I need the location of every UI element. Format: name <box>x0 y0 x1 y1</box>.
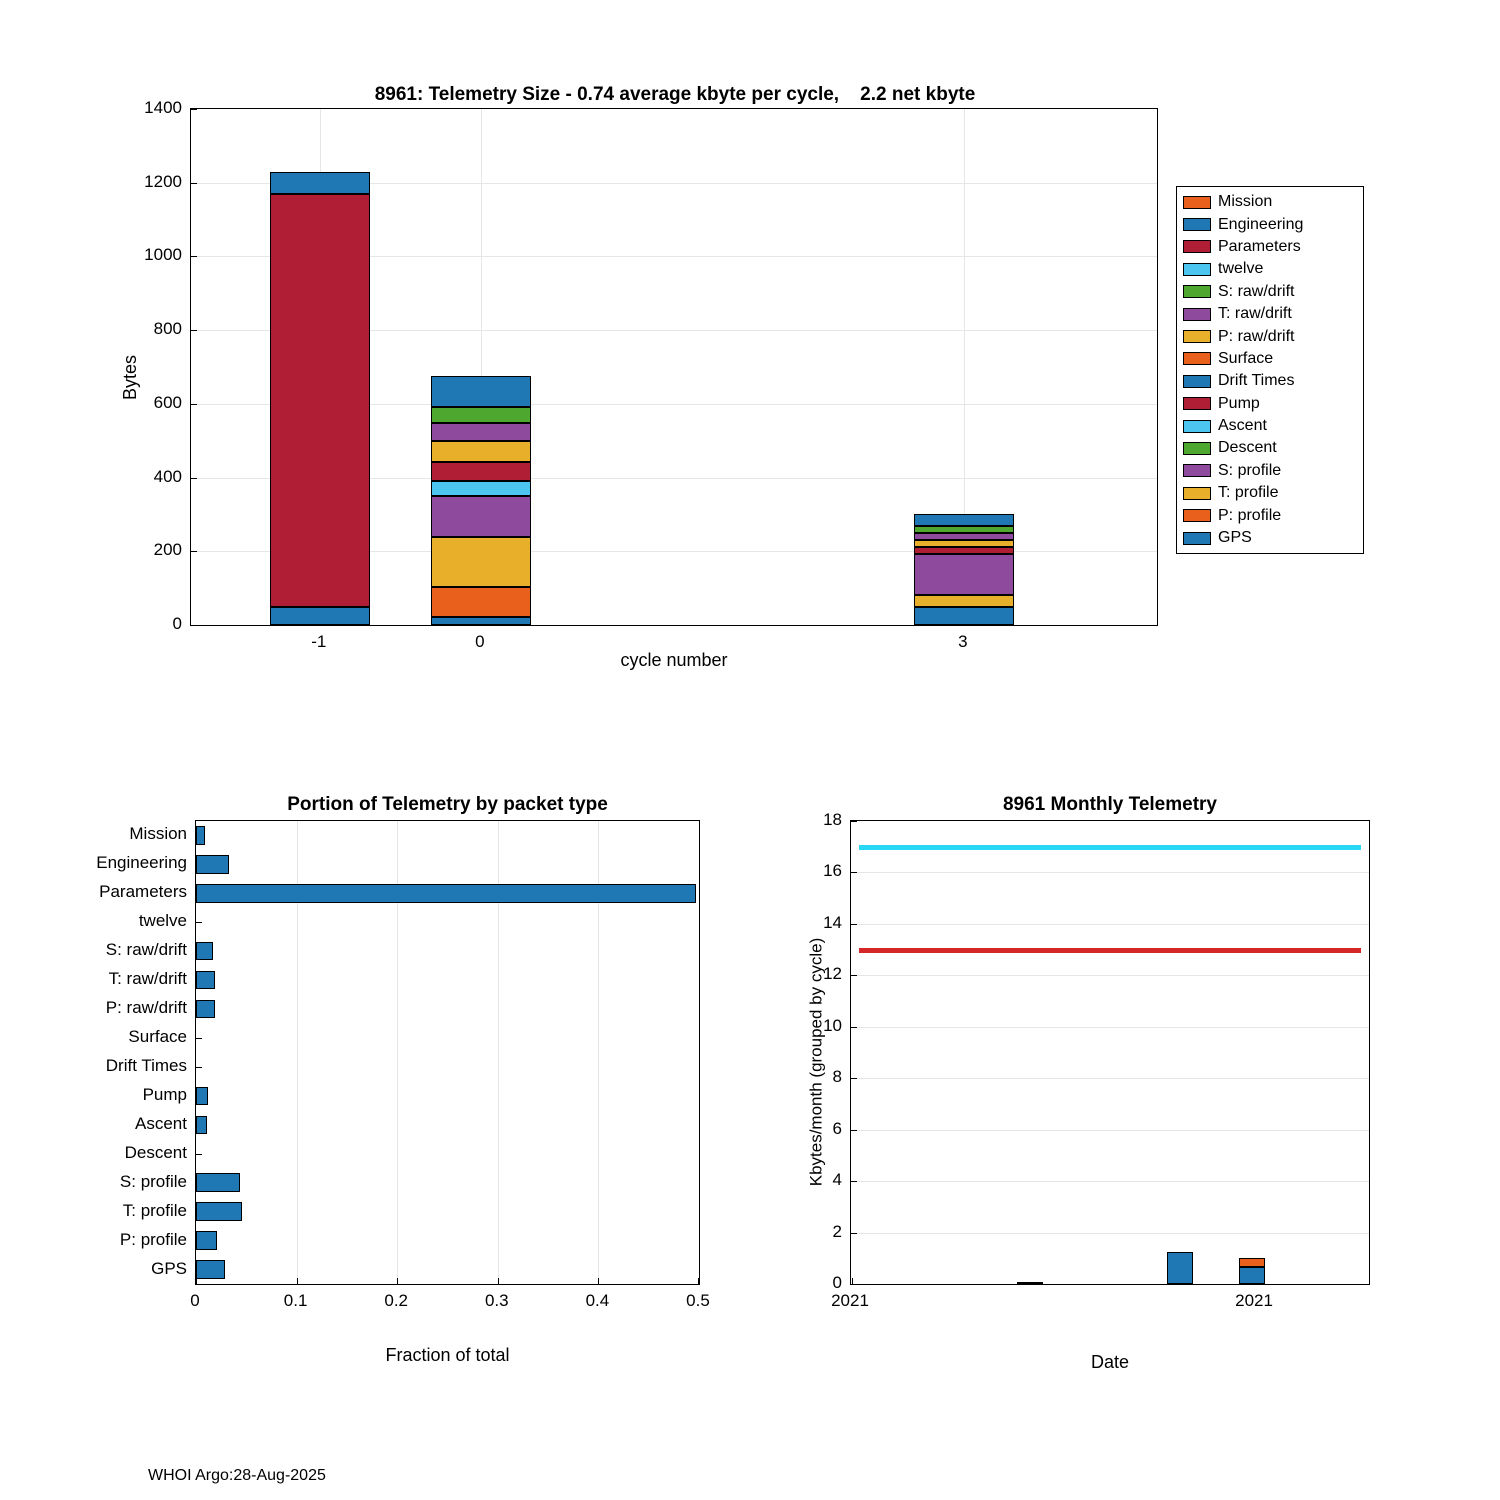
legend-label: S: raw/drift <box>1218 282 1295 300</box>
bar-segment <box>914 607 1014 625</box>
bar-segment <box>914 526 1014 533</box>
y-tick <box>851 1233 857 1234</box>
monthly-bar <box>1239 1258 1265 1284</box>
y-tick <box>191 183 197 184</box>
x-tick <box>698 1278 699 1284</box>
legend-swatch <box>1183 285 1211 298</box>
legend-label: Parameters <box>1218 237 1301 255</box>
portion-by-packet-type-chart <box>0 760 760 1400</box>
gridline <box>851 975 1369 976</box>
gridline <box>851 1130 1369 1131</box>
legend-swatch <box>1183 196 1211 209</box>
y-tick <box>851 872 857 873</box>
x-tick-label: 0.2 <box>384 1291 409 1310</box>
bar-segment <box>270 607 370 625</box>
gridline <box>851 1078 1369 1079</box>
y-tick-label: 200 <box>153 540 182 560</box>
bar-segment <box>431 496 531 537</box>
legend-item <box>1183 460 1357 482</box>
y-tick-label: 0 <box>172 614 182 633</box>
reference-line <box>859 948 1361 953</box>
category-label: S: profile <box>119 1171 187 1191</box>
gridline <box>851 1181 1369 1182</box>
y-tick-label: 1000 <box>144 245 182 265</box>
horizontal-bar <box>196 1202 242 1221</box>
bar-segment <box>431 407 531 423</box>
y-tick <box>851 821 857 822</box>
legend-label: Engineering <box>1218 215 1304 233</box>
legend-swatch <box>1183 509 1211 522</box>
gridline <box>851 872 1369 873</box>
bar-segment <box>270 194 370 608</box>
y-tick-label: 600 <box>153 392 182 412</box>
category-label: GPS <box>151 1258 187 1278</box>
legend-label: P: profile <box>1218 506 1282 524</box>
category-label: Engineering <box>96 853 187 873</box>
bar-segment <box>914 554 1014 595</box>
legend-label: Ascent <box>1218 417 1267 435</box>
x-tick-label: 0.5 <box>686 1291 710 1310</box>
bar-segment <box>1239 1267 1265 1284</box>
category-label: Ascent <box>135 1113 187 1133</box>
bar-segment <box>270 172 370 194</box>
telemetry-size-chart <box>0 0 1500 700</box>
horizontal-bar <box>196 1231 217 1250</box>
legend-item <box>1183 303 1357 325</box>
y-tick-label: 6 <box>832 1118 842 1138</box>
legend-swatch <box>1183 352 1211 365</box>
monthly-bar <box>1017 1282 1043 1284</box>
y-tick-label: 18 <box>823 810 842 829</box>
br-chart-x-axis-label: Date <box>1090 1352 1130 1372</box>
category-label: Mission <box>129 824 187 844</box>
bar-segment <box>431 587 531 617</box>
bar-segment <box>431 423 531 441</box>
gridline <box>851 1027 1369 1028</box>
bar-segment <box>1017 1282 1043 1284</box>
y-tick <box>851 1078 857 1079</box>
y-tick <box>851 1130 857 1131</box>
y-tick-label: 10 <box>823 1015 842 1035</box>
y-tick-label: 16 <box>823 861 842 881</box>
monthly-telemetry-chart <box>760 760 1500 1400</box>
bl-chart-x-axis-label: Fraction of total <box>385 1345 510 1365</box>
bl-chart-title: Portion of Telemetry by packet type <box>287 794 608 815</box>
category-label: P: raw/drift <box>105 998 187 1018</box>
y-tick-label: 800 <box>153 319 182 339</box>
legend-label: Surface <box>1218 349 1274 367</box>
bar-segment <box>914 533 1014 540</box>
y-tick <box>851 1181 857 1182</box>
legend-item <box>1183 258 1357 280</box>
legend-item <box>1183 236 1357 258</box>
y-tick <box>851 1284 857 1285</box>
monthly-bar <box>1167 1252 1193 1284</box>
horizontal-bar <box>196 971 215 990</box>
legend-label: Drift Times <box>1218 372 1295 390</box>
legend-swatch <box>1183 487 1211 500</box>
legend-item <box>1183 325 1357 347</box>
y-tick <box>196 922 202 923</box>
stacked-bar <box>270 172 370 625</box>
bar-segment <box>431 617 531 625</box>
x-tick <box>498 1278 499 1284</box>
horizontal-bar <box>196 1260 225 1279</box>
x-tick-label: 2021 <box>1235 1291 1273 1310</box>
legend-label: T: raw/drift <box>1218 305 1292 323</box>
legend-item <box>1183 437 1357 459</box>
stacked-bar <box>431 376 531 625</box>
top-chart-y-axis-label: Bytes <box>120 354 141 401</box>
legend-swatch <box>1183 464 1211 477</box>
y-tick-label: 14 <box>823 912 842 932</box>
category-label: Surface <box>128 1027 187 1047</box>
x-tick <box>397 1278 398 1284</box>
legend-item <box>1183 415 1357 437</box>
footer-credit: WHOI Argo:28-Aug-2025 <box>148 1467 326 1484</box>
horizontal-bar <box>196 826 205 845</box>
category-label: twelve <box>138 911 187 931</box>
x-tick <box>598 1278 599 1284</box>
bar-segment <box>431 376 531 407</box>
y-tick <box>851 1027 857 1028</box>
bar-segment <box>431 481 531 496</box>
top-chart-plot-area <box>190 108 1158 626</box>
x-tick <box>196 1278 197 1284</box>
bar-segment <box>1239 1258 1265 1267</box>
legend-label: T: profile <box>1218 484 1279 502</box>
y-tick-label: 1400 <box>144 98 182 117</box>
x-tick-label: 3 <box>958 632 968 651</box>
y-tick-label: 4 <box>832 1170 842 1190</box>
y-tick <box>196 1154 202 1155</box>
legend-item <box>1183 348 1357 370</box>
y-tick <box>191 625 197 626</box>
br-chart-plot-area <box>850 820 1370 1285</box>
category-label: S: raw/drift <box>105 940 187 960</box>
y-tick-label: 2 <box>832 1221 842 1241</box>
bar-segment <box>431 462 531 480</box>
category-label: Drift Times <box>105 1055 187 1075</box>
horizontal-bar <box>196 942 213 961</box>
legend-swatch <box>1183 330 1211 343</box>
gridline <box>851 1233 1369 1234</box>
y-tick-label: 8 <box>832 1067 842 1087</box>
legend-item <box>1183 504 1357 526</box>
br-chart-title: 8961 Monthly Telemetry <box>1002 794 1217 815</box>
legend-swatch <box>1183 308 1211 321</box>
legend-label: S: profile <box>1218 461 1282 479</box>
legend-swatch <box>1183 375 1211 388</box>
x-tick-label: 2021 <box>831 1291 869 1310</box>
x-tick-label: 0 <box>190 1291 200 1310</box>
x-tick-label: 0 <box>475 632 485 651</box>
y-tick <box>851 975 857 976</box>
y-tick <box>191 330 197 331</box>
x-tick-label: 0.3 <box>484 1291 509 1310</box>
x-tick <box>297 1278 298 1284</box>
top-chart-x-axis-label: cycle number <box>620 650 728 670</box>
category-label: Pump <box>142 1084 187 1104</box>
y-tick-label: 400 <box>153 466 182 486</box>
bar-segment <box>914 547 1014 554</box>
legend-swatch <box>1183 532 1211 545</box>
gridline <box>851 924 1369 925</box>
legend-item <box>1183 482 1357 504</box>
bar-segment <box>914 514 1014 526</box>
legend-label: Pump <box>1218 394 1260 412</box>
legend-item <box>1183 370 1357 392</box>
x-tick-label: -1 <box>311 632 327 651</box>
legend-item <box>1183 527 1357 549</box>
top-chart-title: 8961: Telemetry Size - 0.74 average kbyte per cycle, 2.2 net kbyte <box>374 84 976 105</box>
legend-item <box>1183 281 1357 303</box>
category-label: T: raw/drift <box>108 969 187 989</box>
y-tick <box>191 404 197 405</box>
horizontal-bar <box>196 1173 240 1192</box>
legend-swatch <box>1183 397 1211 410</box>
y-tick <box>196 1067 202 1068</box>
y-tick <box>191 478 197 479</box>
y-tick-label: 12 <box>823 964 842 984</box>
legend-swatch <box>1183 240 1211 253</box>
y-tick <box>196 1038 202 1039</box>
legend-swatch <box>1183 442 1211 455</box>
horizontal-bar <box>196 1000 215 1019</box>
bar-segment <box>431 441 531 462</box>
reference-line <box>859 845 1361 850</box>
bar-segment <box>1167 1252 1193 1284</box>
legend-swatch <box>1183 420 1211 433</box>
br-chart-y-axis-label: Kbytes/month (grouped by cycle) <box>806 937 826 1187</box>
legend-item <box>1183 213 1357 235</box>
legend-item <box>1183 191 1357 213</box>
x-tick-label: 0.4 <box>585 1291 610 1310</box>
y-tick <box>191 256 197 257</box>
legend-item <box>1183 393 1357 415</box>
horizontal-bar <box>196 884 696 903</box>
bar-segment <box>431 537 531 587</box>
category-label: Descent <box>124 1142 187 1162</box>
category-label: T: profile <box>122 1200 187 1220</box>
y-tick <box>851 924 857 925</box>
top-chart-legend <box>1176 186 1364 554</box>
bl-chart-plot-area <box>195 820 700 1285</box>
legend-swatch <box>1183 263 1211 276</box>
category-label: P: profile <box>119 1229 187 1249</box>
x-tick-label: 0.1 <box>283 1291 308 1310</box>
horizontal-bar <box>196 1087 208 1106</box>
legend-swatch <box>1183 218 1211 231</box>
y-tick-label: 0 <box>832 1273 842 1292</box>
horizontal-bar <box>196 1116 207 1135</box>
legend-label: Mission <box>1218 193 1273 211</box>
legend-label: GPS <box>1218 529 1252 547</box>
category-label: Parameters <box>99 882 187 902</box>
legend-label: twelve <box>1218 260 1264 278</box>
legend-label: Descent <box>1218 439 1277 457</box>
y-tick-label: 1200 <box>144 171 182 191</box>
bar-segment <box>914 540 1014 547</box>
stacked-bar <box>914 514 1014 625</box>
horizontal-bar <box>196 855 229 874</box>
y-tick <box>191 551 197 552</box>
x-tick <box>852 1278 853 1284</box>
y-tick <box>191 109 197 110</box>
bar-segment <box>914 595 1014 608</box>
legend-label: P: raw/drift <box>1218 327 1295 345</box>
